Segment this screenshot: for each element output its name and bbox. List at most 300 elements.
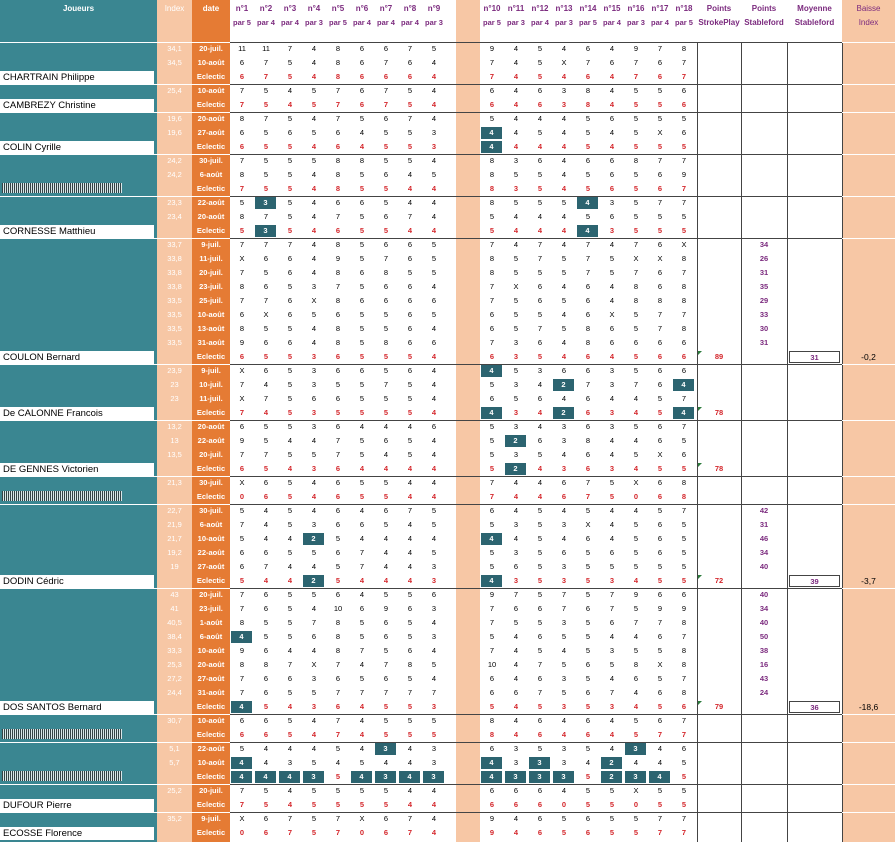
score-cell: 4 (561, 450, 567, 459)
score-cell: 4 (287, 702, 293, 711)
score-cell: 5 (359, 674, 365, 683)
score-cell: 6 (287, 254, 293, 263)
score-cell: 3 (561, 422, 567, 431)
score-cell: 3 (431, 744, 437, 753)
score-cell: 7 (681, 156, 687, 165)
score-cell: 5 (287, 520, 293, 529)
score-cell: X (633, 254, 639, 263)
score-cell: 3 (609, 702, 615, 711)
score-cell: 4 (513, 660, 519, 669)
score-cell: 5 (263, 436, 269, 445)
score-cell: 5 (335, 534, 341, 543)
score-cell: 7 (609, 604, 615, 613)
score-cell: 5 (359, 394, 365, 403)
row-index: 21,7 (167, 534, 182, 543)
score-cell: 6 (657, 380, 663, 389)
row-index: 5,1 (169, 744, 180, 753)
score-cell: 5 (359, 380, 365, 389)
score-cell: 8 (239, 324, 245, 333)
score-cell: 4 (513, 58, 519, 67)
score-cell: 3 (375, 743, 396, 755)
score-cell: 6 (431, 338, 437, 347)
row-index: 30,7 (167, 716, 182, 725)
score-cell: 6 (633, 338, 639, 347)
score-cell: 8 (681, 688, 687, 697)
score-cell: 4 (287, 562, 293, 571)
score-cell: 5 (537, 352, 543, 361)
score-cell: 5 (359, 170, 365, 179)
score-cell: 6 (657, 72, 663, 81)
score-cell: 6 (407, 254, 413, 263)
score-cell: 5 (633, 716, 639, 725)
score-cell: 4 (311, 744, 317, 753)
score-cell: 9 (489, 814, 495, 823)
score-cell: 4 (311, 72, 317, 81)
score-cell: 4 (311, 492, 317, 501)
score-cell: 7 (407, 828, 413, 837)
score-cell: 8 (335, 324, 341, 333)
score-cell: 4 (263, 744, 269, 753)
score-cell: 11 (238, 44, 246, 53)
row-date: Eclectic (196, 492, 226, 501)
score-cell: 4 (407, 562, 413, 571)
score-cell: 4 (383, 422, 389, 431)
score-cell: 6 (359, 604, 365, 613)
score-cell: 5 (287, 478, 293, 487)
points-stableford-header-line2: Stableford (744, 18, 784, 27)
score-cell: 4 (231, 757, 252, 769)
score-cell: 6 (383, 506, 389, 515)
score-cell: 7 (681, 506, 687, 515)
score-cell: 6 (287, 128, 293, 137)
score-cell: 4 (431, 324, 437, 333)
score-cell: 6 (537, 828, 543, 837)
score-cell: 4 (311, 338, 317, 347)
score-cell: 4 (657, 744, 663, 753)
score-cell: 2 (505, 435, 526, 447)
score-cell: 9 (239, 338, 245, 347)
header-date: date (202, 4, 220, 13)
score-cell: 8 (407, 660, 413, 669)
row-index (157, 350, 192, 364)
score-cell: X (633, 478, 639, 487)
score-cell: 5 (407, 394, 413, 403)
score-cell: 6 (585, 310, 591, 319)
hole-13-par: par 3 (555, 18, 573, 27)
score-cell: 4 (513, 828, 519, 837)
score-cell: 5 (383, 184, 389, 193)
score-cell: 5 (633, 114, 639, 123)
score-cell: 3 (513, 380, 519, 389)
score-cell: 6 (383, 212, 389, 221)
score-cell: 4 (407, 520, 413, 529)
score-cell: 4 (609, 128, 615, 137)
row-index: 34,5 (167, 58, 182, 67)
score-cell: 7 (239, 100, 245, 109)
score-cell: 3 (431, 632, 437, 641)
score-cell: 7 (383, 660, 389, 669)
score-cell: 8 (335, 156, 341, 165)
hole-1-par: par 5 (233, 18, 251, 27)
score-cell: 4 (383, 548, 389, 557)
score-cell: 5 (383, 408, 389, 417)
score-cell: 4 (311, 142, 317, 151)
score-cell: 5 (489, 520, 495, 529)
score-cell: 4 (633, 408, 639, 417)
score-cell: 3 (431, 576, 437, 585)
score-cell: 6 (489, 86, 495, 95)
score-cell: 4 (383, 464, 389, 473)
player-12-name-hidden (2, 771, 122, 781)
score-cell: 5 (287, 604, 293, 613)
score-cell: 3 (513, 758, 519, 767)
score-cell: 5 (633, 366, 639, 375)
score-cell: 6 (657, 520, 663, 529)
score-cell: X (311, 660, 317, 669)
row-date: 30-juil. (199, 478, 223, 487)
score-cell: 5 (287, 184, 293, 193)
row-date: 6-août (199, 632, 223, 641)
score-cell: 5 (359, 758, 365, 767)
hole-11-number: n°11 (507, 4, 525, 13)
score-cell: 5 (383, 646, 389, 655)
score-cell: 5 (359, 240, 365, 249)
score-cell: 6 (585, 44, 591, 53)
score-cell: 5 (287, 548, 293, 557)
score-cell: 7 (407, 212, 413, 221)
score-cell: 4 (537, 478, 543, 487)
score-cell: 4 (311, 254, 317, 263)
score-cell: 5 (537, 310, 543, 319)
score-cell: 6 (537, 604, 543, 613)
score-cell: 5 (287, 422, 293, 431)
score-cell: 7 (681, 268, 687, 277)
score-cell: 5 (585, 142, 591, 151)
score-cell: 7 (239, 450, 245, 459)
score-cell: 5 (239, 744, 245, 753)
score-cell: 6 (561, 366, 567, 375)
stableford-points: 38 (759, 646, 769, 655)
hole-18-par: par 5 (675, 18, 693, 27)
score-cell: 4 (359, 730, 365, 739)
score-cell: 8 (681, 296, 687, 305)
score-cell: 7 (513, 590, 519, 599)
score-cell: 7 (681, 814, 687, 823)
score-cell: 4 (609, 716, 615, 725)
score-cell: 5 (657, 226, 663, 235)
score-cell: 9 (489, 590, 495, 599)
score-cell: 5 (585, 674, 591, 683)
score-cell: 5 (513, 198, 519, 207)
score-cell: 5 (681, 534, 687, 543)
row-index (157, 182, 192, 196)
score-cell: 7 (407, 814, 413, 823)
score-cell: 3 (513, 548, 519, 557)
score-cell: 4 (481, 127, 502, 139)
score-cell: 3 (513, 408, 519, 417)
stableford-points: 31 (759, 520, 769, 529)
score-cell: 5 (537, 646, 543, 655)
row-index: 33,5 (167, 310, 182, 319)
score-cell: 7 (681, 394, 687, 403)
score-cell: 4 (561, 394, 567, 403)
hole-14-number: n°14 (579, 4, 597, 13)
score-cell: 7 (263, 114, 269, 123)
row-index: 33,8 (167, 254, 182, 263)
score-cell: 3 (311, 408, 317, 417)
score-cell: 6 (239, 716, 245, 725)
row-index: 13,2 (167, 422, 182, 431)
strokeplay-points: 72 (714, 576, 724, 585)
score-cell: 4 (407, 198, 413, 207)
score-cell: 5 (287, 142, 293, 151)
score-cell: 4 (609, 282, 615, 291)
score-cell: 5 (633, 212, 639, 221)
score-cell: 7 (633, 268, 639, 277)
score-cell: 5 (657, 100, 663, 109)
score-cell: 3 (529, 771, 550, 783)
score-cell: 6 (407, 58, 413, 67)
score-cell: 5 (537, 590, 543, 599)
score-cell: 4 (407, 226, 413, 235)
hole-6-par: par 4 (353, 18, 371, 27)
score-cell: 5 (561, 324, 567, 333)
score-cell: 4 (311, 730, 317, 739)
score-cell: 3 (561, 618, 567, 627)
score-cell: 3 (609, 226, 615, 235)
score-cell: 4 (383, 534, 389, 543)
score-cell: 5 (359, 800, 365, 809)
score-cell: 3 (423, 771, 444, 783)
score-cell: 5 (633, 324, 639, 333)
score-cell: 4 (561, 184, 567, 193)
score-cell: 6 (263, 282, 269, 291)
score-cell: 5 (681, 114, 687, 123)
score-cell: 5 (609, 562, 615, 571)
row-index: 40,5 (167, 618, 182, 627)
row-index: 19,6 (167, 128, 182, 137)
score-cell: X (239, 478, 245, 487)
score-cell: 4 (431, 828, 437, 837)
score-cell: 6 (335, 198, 341, 207)
score-cell: 5 (383, 324, 389, 333)
score-cell: 5 (239, 198, 245, 207)
stableford-points: 42 (759, 506, 769, 515)
score-cell: 4 (407, 758, 413, 767)
score-cell: 5 (335, 380, 341, 389)
row-date: 22-août (197, 198, 225, 207)
score-cell: 8 (489, 184, 495, 193)
row-date: 20-août (197, 422, 225, 431)
score-cell: 5 (609, 814, 615, 823)
strokeplay-points: 89 (714, 352, 724, 361)
score-cell: 8 (681, 646, 687, 655)
score-cell: 5 (335, 744, 341, 753)
score-cell: 6 (335, 310, 341, 319)
hole-12-par: par 4 (531, 18, 549, 27)
score-cell: 5 (263, 702, 269, 711)
score-cell: 4 (311, 478, 317, 487)
score-cell: 7 (657, 44, 663, 53)
score-cell: 5 (489, 226, 495, 235)
score-cell: 6 (335, 548, 341, 557)
score-cell: 6 (609, 114, 615, 123)
score-cell: 6 (287, 674, 293, 683)
row-date: Eclectic (196, 226, 226, 235)
score-cell: 8 (585, 338, 591, 347)
score-cell: 5 (633, 86, 639, 95)
stableford-points: 34 (759, 548, 769, 557)
score-cell: 5 (537, 44, 543, 53)
score-cell: 5 (585, 590, 591, 599)
score-cell: 6 (609, 548, 615, 557)
score-cell: 4 (431, 380, 437, 389)
score-cell: 7 (657, 730, 663, 739)
score-cell: 5 (311, 86, 317, 95)
score-cell: 6 (383, 72, 389, 81)
score-cell: 6 (585, 604, 591, 613)
stableford-points: 46 (759, 534, 769, 543)
score-cell: 6 (359, 44, 365, 53)
score-cell: 7 (263, 58, 269, 67)
score-cell: 6 (609, 58, 615, 67)
score-cell: 6 (359, 100, 365, 109)
score-cell: 4 (231, 771, 252, 783)
score-cell: 5 (287, 716, 293, 725)
score-cell: 6 (383, 814, 389, 823)
score-cell: 6 (335, 478, 341, 487)
score-cell: 6 (657, 548, 663, 557)
score-cell: 4 (431, 212, 437, 221)
score-cell: 7 (681, 184, 687, 193)
score-cell: 7 (537, 660, 543, 669)
score-cell: 6 (537, 632, 543, 641)
score-cell: 5 (263, 324, 269, 333)
score-cell: 4 (481, 141, 502, 153)
score-cell: 3 (311, 422, 317, 431)
score-cell: 4 (577, 197, 598, 209)
score-cell: 4 (431, 674, 437, 683)
score-cell: 7 (681, 716, 687, 725)
player-11-name-hidden (2, 729, 122, 739)
score-cell: 5 (489, 212, 495, 221)
score-cell: 6 (287, 296, 293, 305)
score-cell: 5 (383, 716, 389, 725)
score-cell: 8 (335, 296, 341, 305)
score-cell: 7 (657, 814, 663, 823)
score-cell: 5 (383, 128, 389, 137)
score-cell: 6 (239, 548, 245, 557)
score-cell: 7 (335, 688, 341, 697)
score-cell: 5 (657, 702, 663, 711)
score-cell: 7 (335, 730, 341, 739)
score-cell: 5 (287, 492, 293, 501)
score-cell: X (311, 296, 317, 305)
score-cell: 3 (561, 758, 567, 767)
score-cell: 7 (335, 450, 341, 459)
score-cell: 5 (513, 254, 519, 263)
row-date: Eclectic (196, 408, 226, 417)
score-cell: 4 (585, 758, 591, 767)
row-index (157, 70, 192, 84)
score-cell: 5 (633, 100, 639, 109)
score-cell: 5 (585, 212, 591, 221)
score-cell: 5 (359, 212, 365, 221)
score-cell: 8 (489, 254, 495, 263)
score-cell: 7 (239, 408, 245, 417)
score-cell: 5 (383, 394, 389, 403)
score-cell: 6 (657, 338, 663, 347)
score-cell: 5 (335, 576, 341, 585)
score-cell: 4 (513, 674, 519, 683)
score-cell: 5 (561, 198, 567, 207)
score-cell: 6 (335, 702, 341, 711)
score-cell: 4 (383, 562, 389, 571)
score-cell: 4 (407, 800, 413, 809)
score-cell: 6 (335, 422, 341, 431)
score-cell: 6 (585, 716, 591, 725)
score-cell: 6 (263, 828, 269, 837)
score-cell: 5 (681, 464, 687, 473)
hole-10-number: n°10 (483, 4, 501, 13)
score-cell: 6 (407, 366, 413, 375)
row-index: 27,2 (167, 674, 182, 683)
score-cell: 4 (561, 730, 567, 739)
score-cell: 4 (431, 226, 437, 235)
score-cell: 4 (609, 240, 615, 249)
row-date: Eclectic (196, 352, 226, 361)
baisse-value: -0,2 (861, 352, 876, 362)
score-cell: 7 (489, 296, 495, 305)
score-cell: 7 (609, 590, 615, 599)
score-cell: 5 (431, 170, 437, 179)
row-index (157, 490, 192, 504)
header-index: Index (164, 4, 185, 13)
score-cell: 9 (239, 436, 245, 445)
score-cell: 5 (383, 352, 389, 361)
score-cell: 7 (263, 562, 269, 571)
score-cell: 4 (359, 534, 365, 543)
score-cell: 4 (609, 674, 615, 683)
score-cell: 7 (489, 58, 495, 67)
score-cell: 5 (585, 772, 591, 781)
row-date: Eclectic (196, 702, 226, 711)
score-cell: 8 (585, 436, 591, 445)
score-cell: 4 (335, 758, 341, 767)
score-cell: 4 (263, 408, 269, 417)
score-cell: 4 (513, 100, 519, 109)
score-cell: 8 (633, 660, 639, 669)
score-cell: 4 (673, 407, 694, 419)
score-cell: 7 (407, 688, 413, 697)
score-cell: 4 (431, 800, 437, 809)
score-cell: 11 (262, 44, 270, 53)
score-cell: 6 (489, 786, 495, 795)
score-cell: 6 (263, 366, 269, 375)
row-date: 20-août (197, 114, 225, 123)
score-cell: 4 (481, 757, 502, 769)
score-cell: 4 (311, 170, 317, 179)
score-cell: 7 (263, 296, 269, 305)
score-cell: 0 (239, 828, 245, 837)
score-cell: 5 (263, 100, 269, 109)
row-index: 33,8 (167, 268, 182, 277)
row-date: Eclectic (196, 72, 226, 81)
row-index (157, 140, 192, 154)
score-cell: 8 (239, 114, 245, 123)
score-cell: 6 (287, 338, 293, 347)
sep-sp (697, 42, 698, 842)
